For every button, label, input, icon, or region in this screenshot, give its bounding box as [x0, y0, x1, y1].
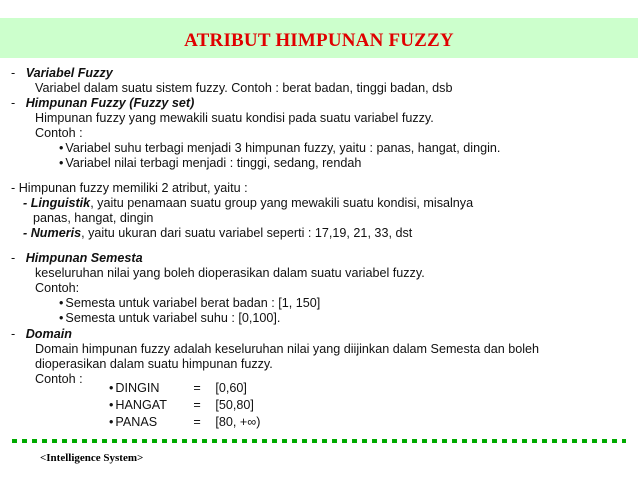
dash-bullet: -: [11, 251, 16, 265]
contoh-label: Contoh:: [35, 281, 80, 295]
heading-variabel-fuzzy: Variabel Fuzzy: [25, 66, 113, 80]
atribut-intro: [11, 181, 248, 196]
dash-bullet: -: [11, 181, 16, 195]
section-variabel-heading: [11, 66, 113, 81]
domain-eq: =: [193, 415, 201, 429]
domain-value: [80, +∞): [215, 415, 261, 429]
list-item: [59, 141, 500, 156]
numeris-text: , yaitu ukuran dari suatu variabel seperti : 17,19, 21, 33, dst: [81, 226, 413, 240]
heading-himpunan-semesta: Himpunan Semesta: [25, 251, 143, 265]
bullet-dot: •: [109, 398, 114, 412]
numeris-line: - Numeris, yaitu ukuran dari suatu variabel seperti : 17,19, 21, 33, dst: [23, 226, 413, 240]
contoh-label: Contoh :: [35, 126, 83, 140]
domain-eq: =: [193, 398, 201, 412]
variabel-fuzzy-text: Variabel dalam suatu sistem fuzzy. Contoh : berat badan, tinggi badan, dsb: [35, 81, 453, 95]
contoh-label: Contoh :: [35, 372, 83, 386]
list-item: [59, 156, 361, 171]
semesta-text: keseluruhan nilai yang boleh dioperasikan dalam suatu variabel fuzzy.: [35, 266, 425, 280]
section-himpunan-heading: [11, 96, 194, 111]
dash-bullet: -: [11, 66, 16, 80]
atribut-intro-text: Himpunan fuzzy memiliki 2 atribut, yaitu :: [18, 181, 248, 195]
bullet-dot: •: [59, 156, 64, 170]
section-semesta-heading: [11, 251, 143, 266]
footer-text: <Intelligence System>: [40, 452, 144, 464]
bullet-dot: •: [59, 141, 64, 155]
domain-row: [109, 415, 260, 430]
dash-bullet: -: [11, 96, 16, 110]
domain-name: PANAS: [115, 415, 158, 429]
list-item: [59, 311, 280, 326]
list-item: [59, 296, 320, 311]
list-item-text: Semesta untuk variabel berat badan : [1, 150]: [65, 296, 321, 310]
heading-himpunan-fuzzy: Himpunan Fuzzy (Fuzzy set): [25, 96, 195, 110]
himpunan-fuzzy-text: Himpunan fuzzy yang mewakili suatu kondisi pada suatu variabel fuzzy.: [35, 111, 434, 125]
domain-name: HANGAT: [115, 398, 167, 412]
bullet-dot: •: [59, 296, 64, 310]
section-domain-heading: [11, 327, 72, 342]
bullet-dot: •: [59, 311, 64, 325]
slide-content: [11, 60, 625, 428]
footer-divider: [12, 439, 626, 443]
list-item-text: Semesta untuk variabel suhu : [0,100].: [65, 311, 281, 325]
domain-text-1: Domain himpunan fuzzy adalah keseluruhan nilai yang diijinkan dalam Semesta dan boleh: [35, 342, 540, 356]
bullet-dot: •: [109, 381, 114, 395]
dash-bullet: -: [11, 327, 16, 341]
linguistik-text: , yaitu penamaan suatu group yang mewakili suatu kondisi, misalnya: [90, 196, 474, 210]
slide-title: ATRIBUT HIMPUNAN FUZZY: [184, 30, 454, 51]
linguistik-term: Linguistik: [30, 196, 91, 210]
domain-value: [50,80]: [215, 398, 254, 412]
bullet-dot: •: [109, 415, 114, 429]
list-item-text: Variabel suhu terbagi menjadi 3 himpunan fuzzy, yaitu : panas, hangat, dingin.: [65, 141, 501, 155]
domain-text-2: dioperasikan dalam suatu himpunan fuzzy.: [35, 357, 273, 371]
domain-value: [0,60]: [215, 381, 247, 395]
domain-eq: =: [193, 381, 201, 395]
domain-row: [109, 398, 254, 413]
linguistik-text-cont: panas, hangat, dingin: [33, 211, 154, 225]
domain-name: DINGIN: [115, 381, 160, 395]
list-item-text: Variabel nilai terbagi menjadi : tinggi, sedang, rendah: [65, 156, 362, 170]
domain-row: [109, 381, 247, 396]
numeris-term: Numeris: [30, 226, 82, 240]
linguistik-line: - Linguistik, yaitu penamaan suatu group yang mewakili suatu kondisi, misalnya: [23, 196, 474, 210]
heading-domain: Domain: [25, 327, 72, 341]
